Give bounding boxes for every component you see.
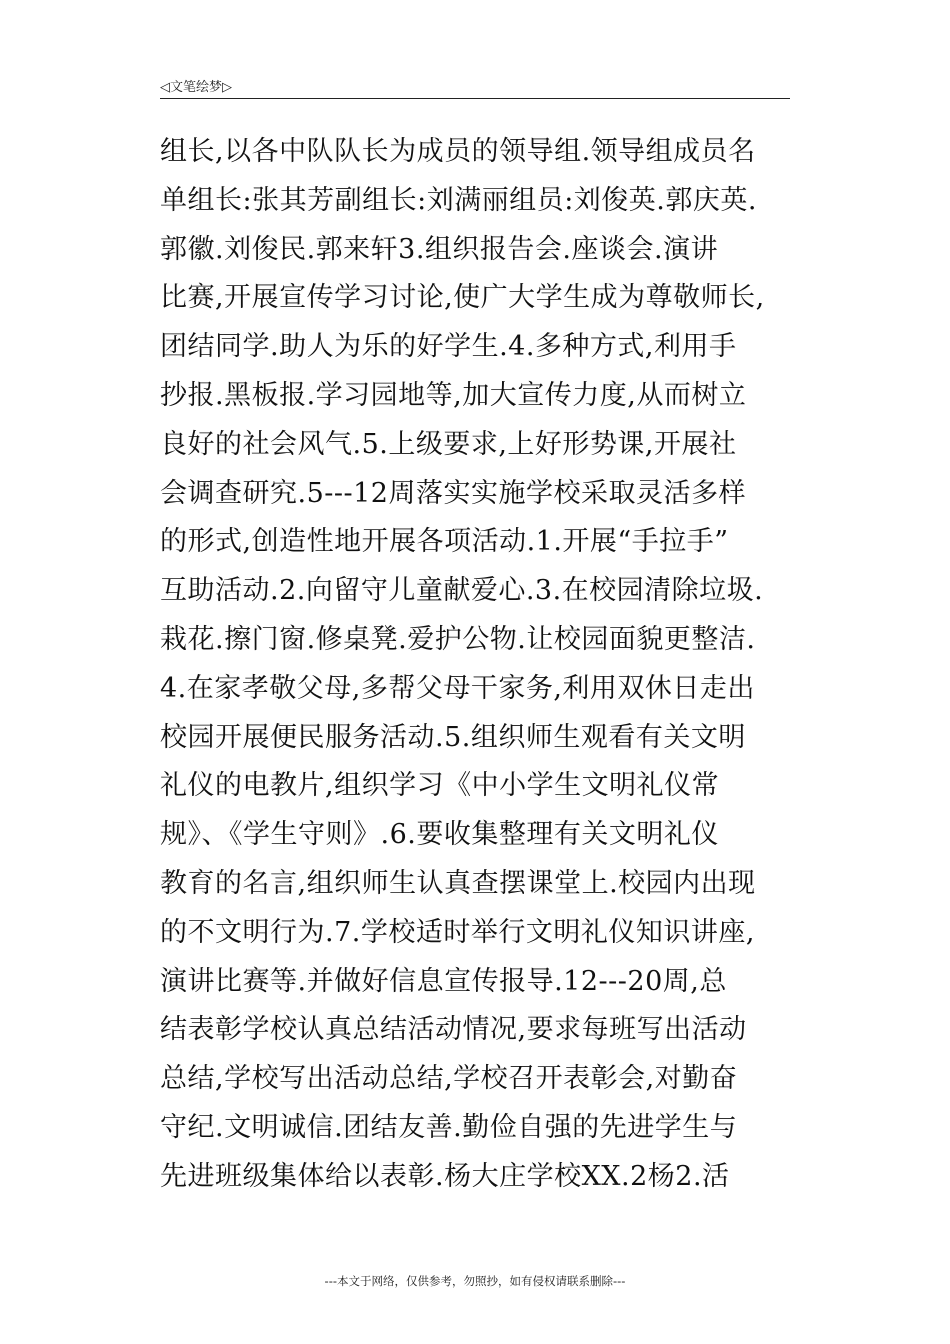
text-line: 守纪.文明诚信.团结友善.勤俭自强的先进学生与 (160, 1111, 738, 1143)
text-line: 规》、《学生守则》.6.要收集整理有关文明礼仪 (160, 819, 719, 851)
text-line: 抄报.黑板报.学习园地等,加大宣传力度,从而树立 (160, 379, 747, 411)
page-footer: ---本文于网络，仅供参考，勿照抄，如有侵权请联系删除--- (324, 1274, 626, 1288)
text-line: 栽花.擦门窗.修桌凳.爱护公物.让校园面貌更整洁. (160, 623, 756, 655)
text-line: 比赛,开展宣传学习讨论,使广大学生成为尊敬师长, (160, 282, 765, 314)
text-line: 郭徽.刘俊民.郭来轩3.组织报告会.座谈会.演讲 (160, 233, 719, 265)
text-line: 组长,以各中队队长为成员的领导组.领导组成员名 (160, 136, 756, 167)
text-line: 良好的社会风气.5.上级要求,上好形势课,开展社 (160, 428, 737, 460)
text-line: 总结,学校写出活动总结,学校召开表彰会,对勤奋 (160, 1063, 738, 1095)
text-line: 演讲比赛等.并做好信息宣传报导.12---20周,总 (160, 965, 727, 997)
text-line: 结表彰学校认真总结活动情况,要求每班写出活动 (160, 1014, 747, 1046)
text-line: 教育的名言,组织师生认真查摆课堂上.校园内出现 (160, 867, 756, 899)
text-line: 单组长:张其芳副组长:刘满丽组员:刘俊英.郭庆英. (160, 184, 757, 216)
text-line: 的不文明行为.7.学校适时举行文明礼仪知识讲座, (160, 916, 755, 948)
text-line: 互助活动.2.向留守儿童献爱心.3.在校园清除垃圾. (160, 575, 764, 607)
header-title: ◁文笔绘梦▷ (160, 80, 232, 95)
text-line: 的形式,创造性地开展各项活动.1.开展“手拉手” (160, 526, 729, 558)
text-line: 4.在家孝敬父母,多帮父母干家务,利用双休日走出 (160, 672, 755, 704)
document-body (160, 128, 800, 1202)
page-header (160, 74, 790, 99)
text-line: 会调查研究.5---12周落实实施学校采取灵活多样 (160, 477, 746, 509)
text-line: 校园开展便民服务活动.5.组织师生观看有关文明 (160, 721, 746, 753)
text-line: 团结同学.助人为乐的好学生.4.多种方式,利用手 (160, 331, 737, 363)
text-line: 先进班级集体给以表彰.杨大庄学校XX.2杨2.活 (160, 1160, 730, 1192)
text-line: 礼仪的电教片,组织学习《中小学生文明礼仪常 (160, 770, 720, 802)
